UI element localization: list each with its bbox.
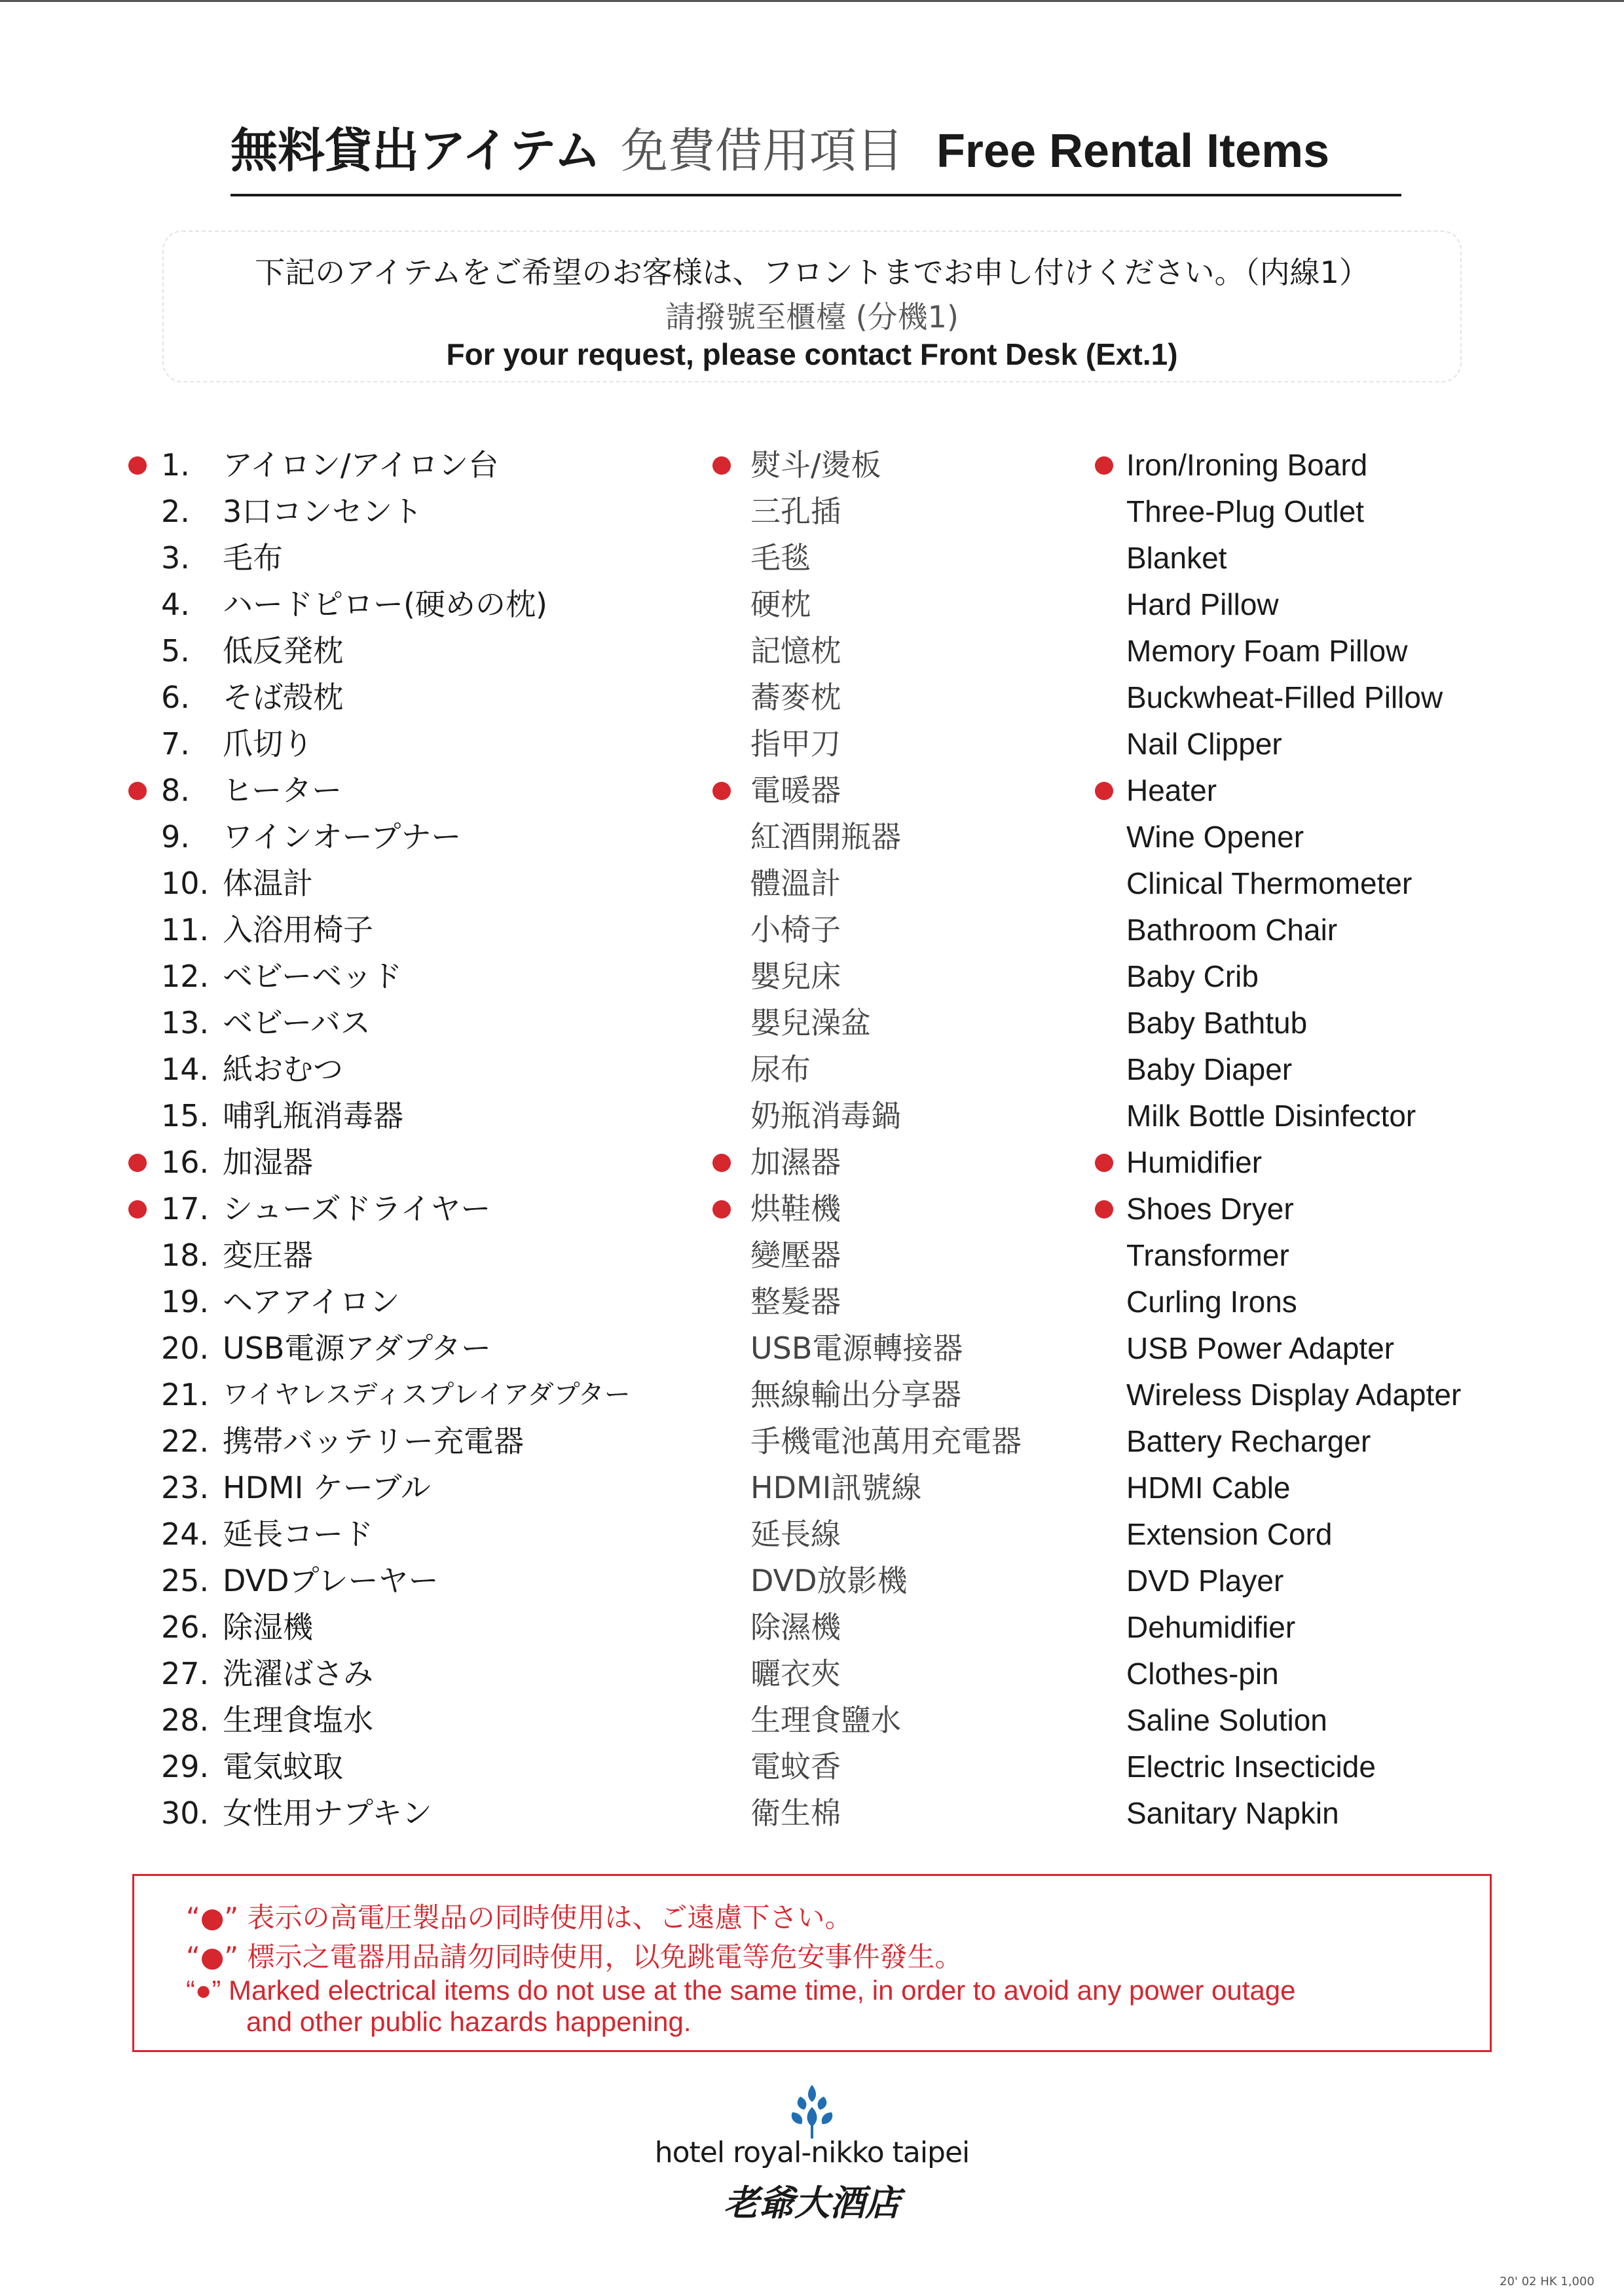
item-name-ja: DVDプレーヤー [223,1563,439,1598]
list-item [0,1651,1624,1697]
list-item [0,442,1624,488]
item-name-zh: 變壓器 [750,1238,841,1273]
item-name-zh: 手機電池萬用充電器 [750,1423,1022,1459]
list-item [0,1139,1624,1186]
item-number: 3. [161,540,190,576]
item-name-en: Humidifier [1126,1145,1263,1179]
item-number: 26. [161,1609,210,1645]
item-name-zh: 記憶枕 [750,633,841,669]
electrical-marker-icon [128,1200,147,1219]
item-name-en: Three-Plug Outlet [1126,494,1365,528]
item-name-en: Dehumidifier [1126,1610,1296,1644]
warning-zh: “●” 標示之電器用品請勿同時使用，以免跳電等危安事件發生。 [186,1941,963,1973]
list-item [0,1465,1624,1511]
item-number: 21. [161,1377,210,1412]
item-name-en: Nail Clipper [1126,727,1282,761]
item-name-en: Buckwheat-Filled Pillow [1126,680,1443,714]
list-item [0,1697,1624,1744]
list-item [0,1790,1624,1837]
item-name-en: Baby Crib [1126,959,1259,993]
item-name-en: Sanitary Napkin [1126,1796,1339,1830]
item-name-ja: ワインオープナー [223,819,462,854]
item-name-zh: 無線輸出分享器 [750,1377,961,1412]
list-item [0,581,1624,628]
item-number: 23. [161,1470,210,1505]
title-zh: 免費借用項目 [620,123,904,178]
electrical-marker-icon [1095,1200,1113,1219]
item-name-zh: 烘鞋機 [750,1191,841,1226]
item-name-en: Memory Foam Pillow [1126,634,1408,668]
item-name-ja: USB電源アダプター [223,1331,491,1366]
electrical-marker-icon [128,1154,147,1172]
item-name-ja: 入浴用椅子 [223,912,373,947]
item-name-en: HDMI Cable [1126,1471,1291,1505]
item-name-ja: 3口コンセント [223,494,423,529]
item-number: 19. [161,1284,210,1319]
list-item [0,1558,1624,1604]
electrical-marker-icon [1095,456,1113,475]
item-name-ja: ハードピロー(硬めの枕) [223,587,547,622]
list-item [0,1325,1624,1372]
item-name-zh: 硬枕 [750,587,811,622]
item-number: 29. [161,1749,210,1784]
list-item [0,1093,1624,1139]
item-name-en: Bathroom Chair [1126,913,1338,947]
item-name-zh: 加濕器 [750,1145,841,1180]
list-item [0,1604,1624,1651]
item-name-ja: HDMI ケーブル [223,1470,431,1505]
item-name-en: Saline Solution [1126,1703,1327,1737]
hotel-name-zh: 老爺大酒店 [724,2182,900,2224]
warning-en-line2: and other public hazards happening. [246,2006,692,2037]
item-number: 15. [161,1098,210,1133]
item-name-ja: ヘアアイロン [223,1284,400,1319]
item-name-zh: 奶瓶消毒鍋 [750,1098,901,1133]
list-item [0,535,1624,581]
item-number: 5. [161,633,190,669]
item-name-zh: 除濕機 [750,1609,841,1645]
item-number: 22. [161,1423,210,1459]
item-name-zh: 指甲刀 [750,726,841,762]
item-number: 28. [161,1702,210,1738]
item-name-zh: 電蚊香 [750,1749,841,1784]
item-name-zh: 衛生棉 [750,1795,841,1831]
item-name-ja: 哺乳瓶消毒器 [223,1098,403,1133]
item-name-ja: 加湿器 [223,1145,313,1180]
title-ja: 無料貸出アイテム [231,123,601,178]
item-number: 14. [161,1052,210,1087]
notice-ja: 下記のアイテムをご希望のお客様は、フロントまでお申し付けください。（内線1） [255,255,1369,290]
item-name-ja: 電気蚊取 [223,1749,343,1784]
item-name-en: Wireless Display Adapter [1126,1378,1462,1412]
item-name-ja: 女性用ナプキン [223,1795,432,1831]
item-name-ja: 変圧器 [223,1238,313,1273]
list-item [0,860,1624,907]
list-item [0,953,1624,1000]
electrical-marker-icon [712,1200,731,1219]
item-number: 7. [161,726,190,762]
item-number: 4. [161,587,190,622]
notice-zh: 請撥號至櫃檯 (分機1) [665,299,959,335]
item-name-en: Shoes Dryer [1126,1192,1294,1226]
item-name-en: Hard Pillow [1126,587,1279,621]
item-name-ja: シューズドライヤー [223,1191,491,1226]
electrical-marker-icon [128,782,147,800]
list-item [0,1186,1624,1232]
warning-en-line1: “●” Marked electrical items do not use at the same time, in order to avoid any power outage [186,1975,1296,2006]
item-name-zh: 嬰兒澡盆 [750,1005,871,1040]
list-item [0,1232,1624,1279]
item-name-ja: 除湿機 [223,1609,313,1645]
item-number: 9. [161,819,190,854]
item-name-zh: 熨斗/燙板 [750,447,881,483]
item-name-en: Extension Cord [1126,1517,1333,1551]
item-name-zh: 延長線 [750,1516,841,1552]
item-name-en: Curling Irons [1126,1285,1297,1319]
item-name-zh: 曬衣夾 [750,1656,841,1691]
list-item [0,907,1624,953]
item-name-en: Blanket [1126,541,1227,575]
list-item [0,488,1624,535]
title-en: Free Rental Items [936,125,1330,177]
item-name-en: DVD Player [1126,1564,1284,1598]
list-item [0,628,1624,674]
list-item [0,721,1624,767]
item-number: 25. [161,1563,210,1598]
item-name-ja: 携帯バッテリー充電器 [223,1423,524,1459]
item-number: 10. [161,866,210,901]
item-name-zh: 小椅子 [750,912,841,947]
item-number: 17. [161,1191,210,1226]
item-number: 1. [161,447,190,483]
item-number: 8. [161,773,190,808]
item-name-en: Milk Bottle Disinfector [1126,1099,1416,1133]
item-name-ja: 低反発枕 [223,633,343,669]
item-name-zh: HDMI訊號線 [750,1470,922,1505]
item-name-zh: 體溫計 [750,866,841,901]
item-name-ja: 洗濯ばさみ [223,1656,373,1691]
item-name-zh: 三孔插 [750,494,841,529]
title-underline [231,194,1401,196]
hotel-logo-icon [786,2082,838,2141]
electrical-marker-icon [712,1154,731,1172]
list-item [0,674,1624,721]
item-name-zh: USB電源轉接器 [750,1331,963,1366]
item-number: 20. [161,1331,210,1366]
item-name-en: Clinical Thermometer [1126,866,1412,900]
item-name-ja: 生理食塩水 [223,1702,373,1738]
item-name-zh: 嬰兒床 [750,959,841,994]
list-item [0,1511,1624,1558]
item-name-zh: DVD放影機 [750,1563,908,1598]
item-number: 30. [161,1795,210,1831]
item-name-en: Battery Recharger [1126,1424,1371,1458]
notice-en: For your request, please contact Front Desk (Ext.1) [446,337,1178,371]
item-name-en: Transformer [1126,1238,1289,1272]
item-name-en: Electric Insecticide [1126,1750,1376,1784]
list-item [0,1046,1624,1093]
hotel-name-en: hotel royal-nikko taipei [654,2136,970,2169]
item-name-en: Baby Diaper [1126,1052,1293,1086]
item-name-ja: 紙おむつ [223,1052,343,1087]
item-name-ja: ヒーター [223,773,342,808]
item-number: 2. [161,494,190,529]
item-name-ja: ベビーベッド [223,959,403,994]
warning-ja: “●” 表示の高電圧製品の同時使用は、ご遠慮下さい。 [186,1901,853,1934]
item-name-en: Iron/Ironing Board [1126,448,1368,482]
list-item [0,1000,1624,1046]
list-item [0,1372,1624,1418]
item-number: 12. [161,959,210,994]
item-name-en: Baby Bathtub [1126,1006,1308,1040]
item-number: 27. [161,1656,210,1691]
item-name-en: USB Power Adapter [1126,1331,1395,1365]
list-item [0,1279,1624,1325]
print-code: 20' 02 HK 1,000 [1500,2275,1595,2288]
item-name-zh: 電暖器 [750,773,841,808]
item-number: 16. [161,1145,210,1180]
item-name-ja: アイロン/アイロン台 [223,447,499,483]
item-name-ja: そば殻枕 [223,680,343,715]
item-name-ja: 爪切り [223,726,313,762]
electrical-marker-icon [1095,782,1113,800]
item-name-ja: ベビーバス [223,1005,371,1040]
rental-items-list [0,442,1624,1843]
item-name-ja: 体温計 [223,866,313,901]
item-name-en: Heater [1126,773,1217,807]
item-name-ja: ワイヤレスディスプレイアダプター [223,1380,631,1410]
item-name-zh: 毛毯 [750,540,811,576]
item-name-zh: 整髮器 [750,1284,841,1319]
list-item [0,814,1624,860]
page-title [231,111,1403,190]
electrical-marker-icon [712,456,731,475]
item-number: 11. [161,912,210,947]
electrical-marker-icon [712,782,731,800]
electrical-marker-icon [128,456,147,475]
item-name-zh: 尿布 [750,1052,811,1087]
list-item [0,767,1624,814]
item-name-en: Clothes-pin [1126,1657,1279,1691]
item-number: 18. [161,1238,210,1273]
item-name-en: Wine Opener [1126,820,1304,854]
item-name-ja: 延長コード [223,1516,373,1552]
page-top-edge [0,0,1624,2]
item-number: 6. [161,680,190,715]
list-item [0,1418,1624,1465]
electrical-marker-icon [1095,1154,1113,1172]
item-name-zh: 生理食鹽水 [750,1702,901,1738]
list-item [0,1744,1624,1790]
item-number: 24. [161,1516,210,1552]
item-name-ja: 毛布 [223,540,283,576]
item-name-zh: 紅酒開瓶器 [750,819,901,854]
item-number: 13. [161,1005,210,1040]
item-name-zh: 蕎麥枕 [750,680,841,715]
